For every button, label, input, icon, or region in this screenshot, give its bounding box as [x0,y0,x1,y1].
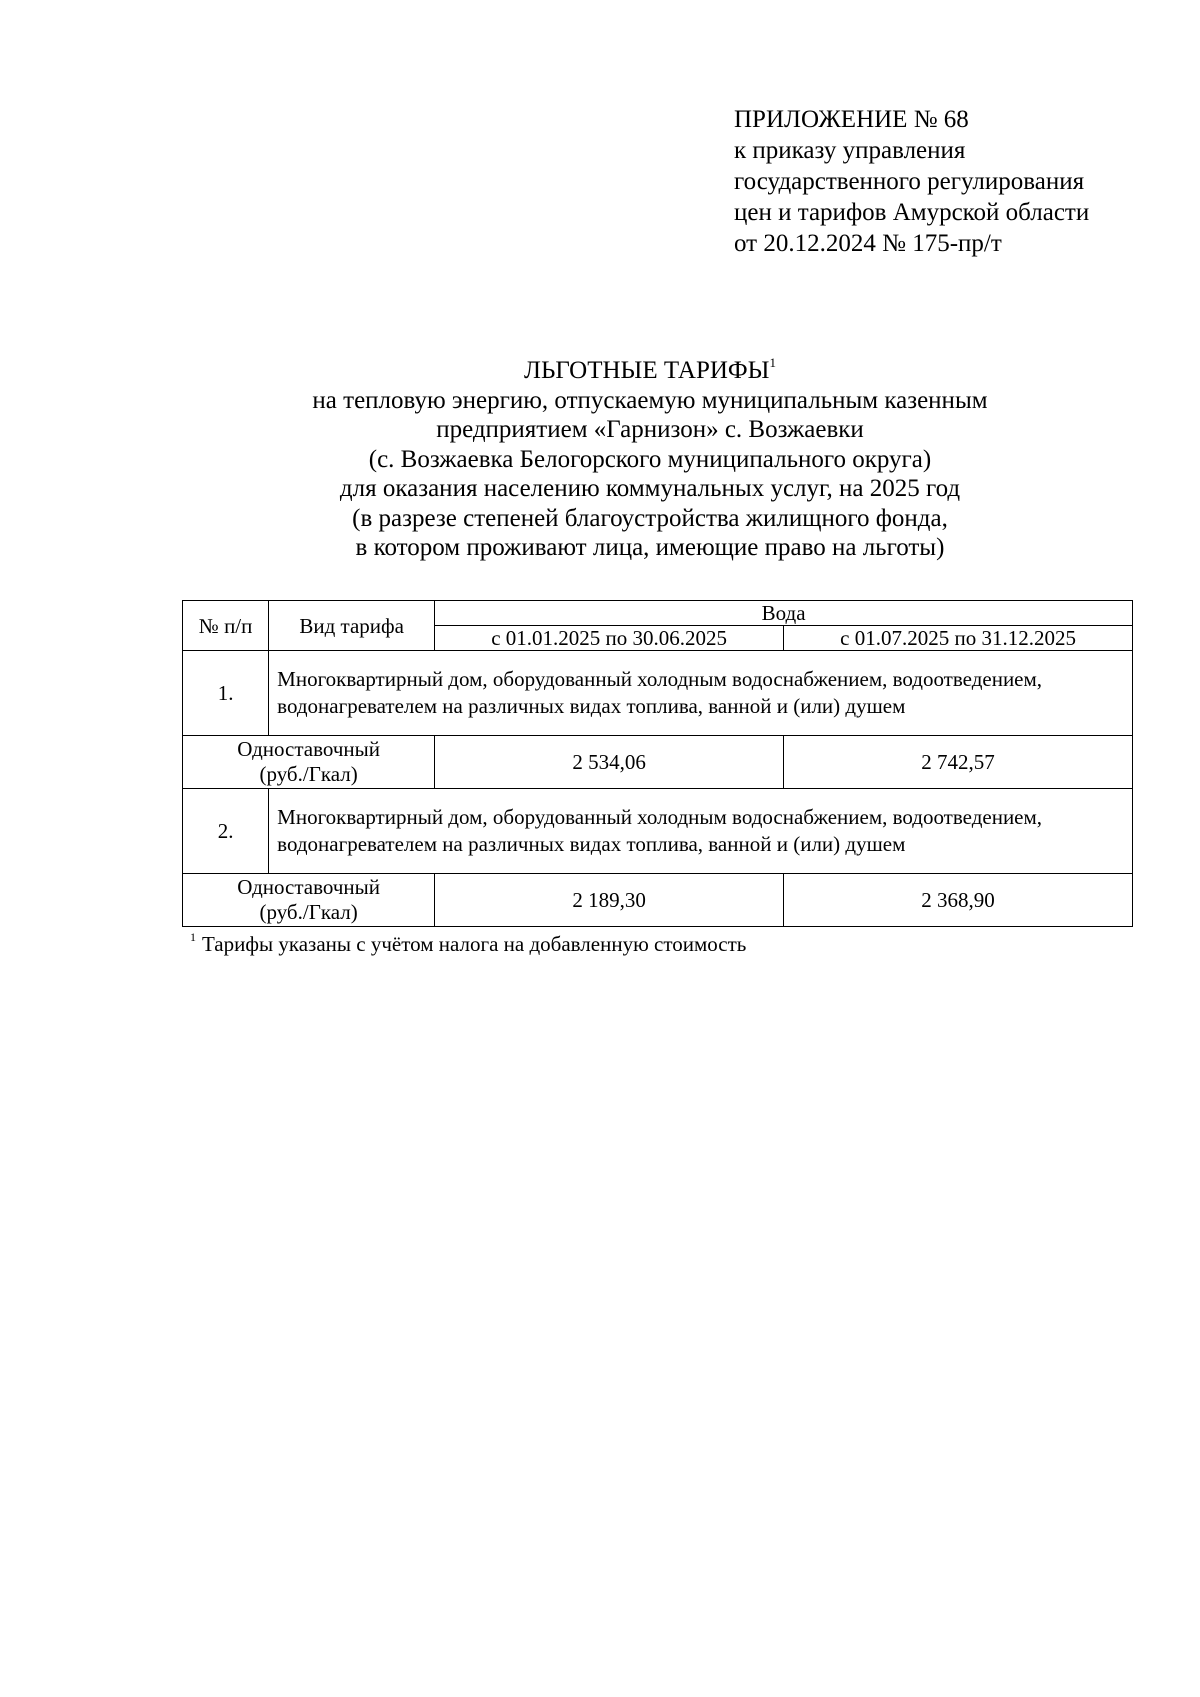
appendix-number: ПРИЛОЖЕНИЕ № 68 [734,106,969,133]
table-row [183,874,1133,927]
table-row [183,789,1133,874]
footnote-text: Тарифы указаны с учётом налога на добавленную стоимость [202,932,747,956]
category-description: Многоквартирный дом, оборудованный холодным водоснабжением, водоотведением, водонагревателем на различных видах топлива, ванной и (или) душем [269,789,1133,874]
tariff-value: 2 742,57 [784,736,1133,789]
title-line: (в разрезе степеней благоустройства жилищного фонда, [352,504,948,532]
row-number: 1. [183,651,269,736]
header-num: № п/п [183,601,269,651]
footnote-ref: 1 [769,355,776,370]
category-description: Многоквартирный дом, оборудованный холодным водоснабжением, водоотведением, водонагревателем на различных видах топлива, ванной и (или) душем [269,651,1133,736]
title-line: (с. Возжаевка Белогорского муниципального округа) [368,445,932,473]
rate-type: Одноставочный (руб./Гкал) [183,874,435,927]
table-row [183,736,1133,789]
header-water: Вода [435,601,1133,626]
appendix-line: цен и тарифов Амурской области [734,199,1090,226]
title-line: предприятием «Гарнизон» с. Возжаевки [436,416,864,443]
header-period-2: с 01.07.2025 по 31.12.2025 [784,626,1133,651]
header-period-1: с 01.01.2025 по 30.06.2025 [435,626,784,651]
title-line: на тепловую энергию, отпускаемую муниципальным казенным [312,386,988,414]
rate-type: Одноставочный (руб./Гкал) [183,736,435,789]
appendix-header [734,104,1089,259]
table-row [183,651,1133,736]
appendix-line: государственного регулирования [734,168,1085,195]
row-number: 2. [183,789,269,874]
appendix-line: к приказу управления [734,137,966,164]
footnote-marker: 1 [190,930,196,944]
footnote [190,932,746,957]
tariff-value: 2 368,90 [784,874,1133,927]
document-title [150,356,1150,563]
tariff-value: 2 534,06 [435,736,784,789]
title-line: для оказания населению коммунальных услуг, на 2025 год [339,475,961,502]
tariff-value: 2 189,30 [435,874,784,927]
tariff-table [182,600,1133,927]
appendix-order-date: от 20.12.2024 № 175-пр/т [734,230,1002,257]
title-heading: ЛЬГОТНЫЕ ТАРИФЫ$^1$ [524,355,776,384]
header-type: Вид тарифа [269,601,435,651]
table-header-row [183,601,1133,626]
title-line: в котором проживают лица, имеющие право на льготы) [355,534,945,561]
